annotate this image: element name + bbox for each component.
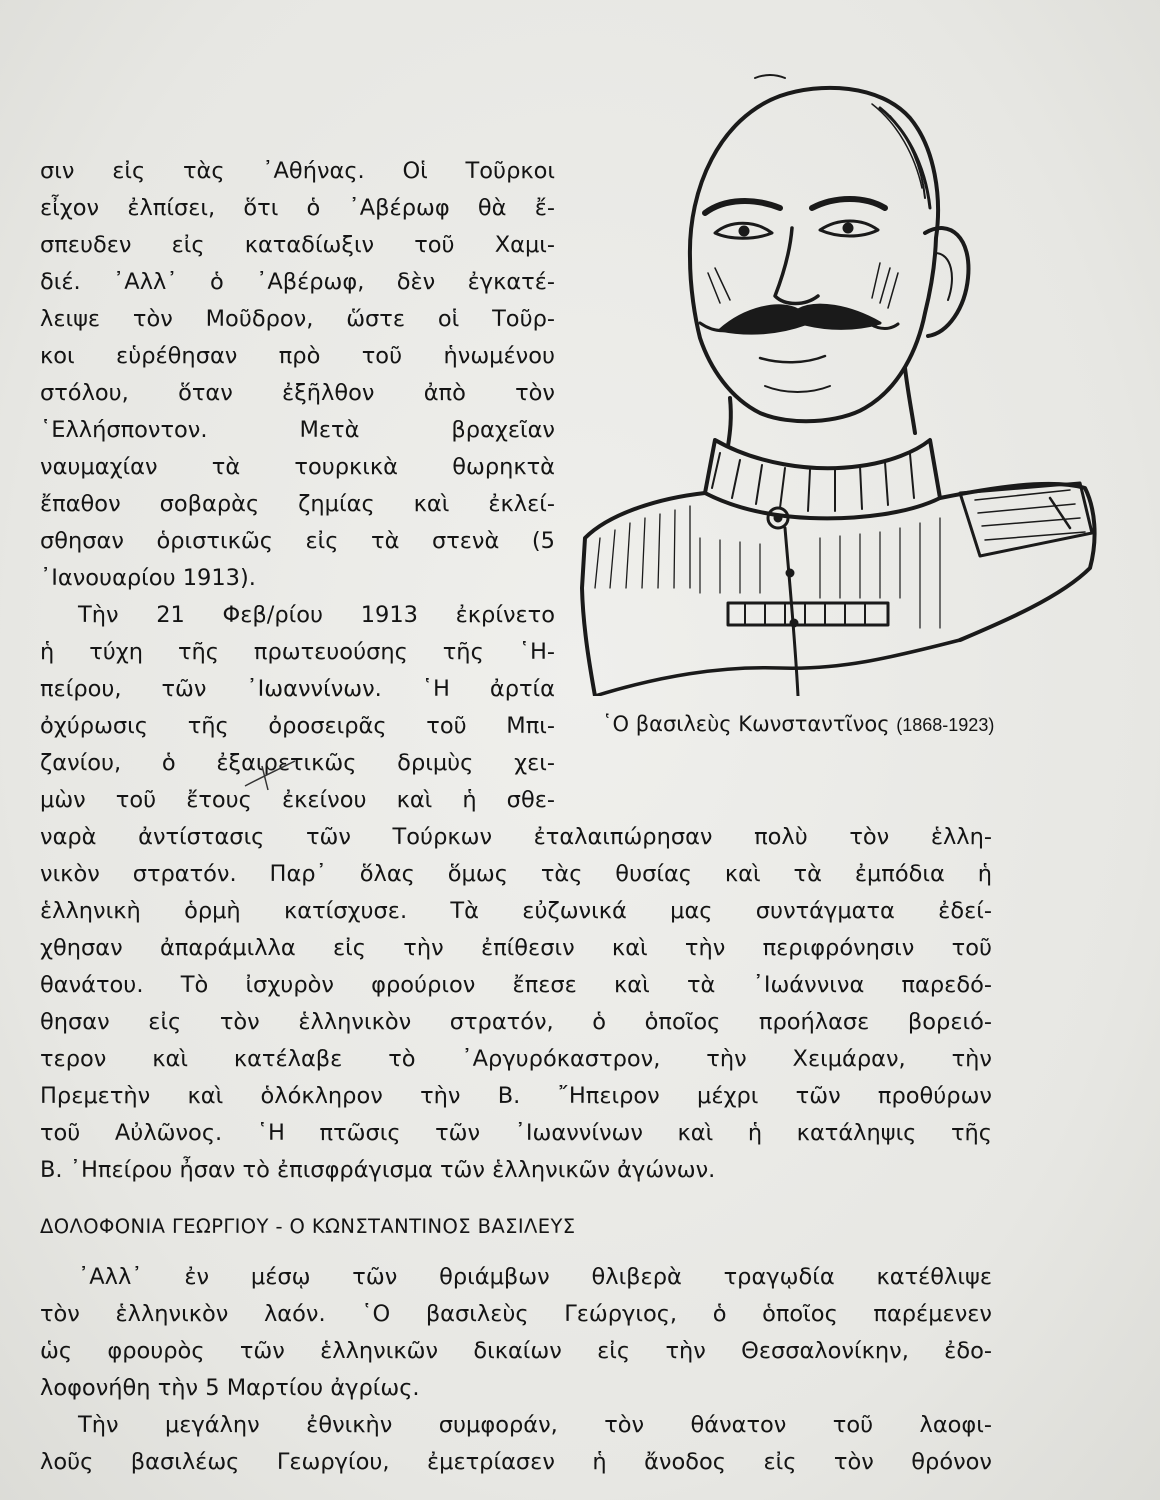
text-line: λοφονήθη τὴν 5 Μαρτίου ἀγρίως.	[40, 1375, 420, 1401]
portrait-illustration	[580, 68, 1105, 696]
text-line: ᾽Αλλ᾽ ἐν μέσῳ τῶν θριάμβων θλιβερὰ τραγῳδία κατέθλιψε	[78, 1264, 992, 1290]
caption-name: ῾Ο βασιλεὺς Κωνσταντῖνος	[602, 712, 890, 736]
caption-years: (1868-1923)	[896, 715, 995, 735]
text-line: νικὸν στρατόν. Παρ᾽ ὅλας ὅμως τὰς θυσίας καὶ τὰ ἐμπόδια ἡ	[40, 861, 992, 887]
text-line: ῾Ελλήσποντον. Μετὰ βραχεῖαν	[40, 417, 555, 443]
text-line: ζανίου, ὁ ἐξαιρετικῶς δριμὺς χει-	[40, 750, 555, 776]
text-line: Τὴν μεγάλην ἐθνικὴν συμφοράν, τὸν θάνατον τοῦ λαοφι-	[78, 1412, 992, 1438]
text-line: τερον καὶ κατέλαβε τὸ ᾽Αργυρόκαστρον, τὴν Χειμάραν, τὴν	[40, 1046, 992, 1072]
portrait-caption	[602, 712, 994, 736]
text-line: ὀχύρωσις τῆς ὀροσειρᾶς τοῦ Μπι-	[40, 713, 555, 739]
text-line: στόλου, ὅταν ἐξῆλθον ἀπὸ τὸν	[40, 380, 555, 406]
text-line: Τὴν 21 Φεβ/ρίου 1913 ἐκρίνετο	[78, 602, 555, 628]
text-line: μὼν τοῦ ἔτους ἐκείνου καὶ ἡ σθε-	[40, 787, 555, 813]
text-line: σπευδεν εἰς καταδίωξιν τοῦ Χαμι-	[40, 232, 555, 258]
text-line: σθησαν ὁριστικῶς εἰς τὰ στενὰ (5	[40, 528, 555, 554]
text-line: διέ. ᾽Αλλ᾽ ὁ ᾽Αβέρωφ, δὲν ἐγκατέ-	[40, 269, 555, 295]
text-line: ὡς φρουρὸς τῶν ἑλληνικῶν δικαίων εἰς τὴν Θεσσαλονίκην, ἐδο-	[40, 1338, 992, 1364]
text-line: ναυμαχίαν τὰ τουρκικὰ θωρηκτὰ	[40, 454, 555, 480]
text-line: λειψε τὸν Μοῦδρον, ὥστε οἱ Τοῦρ-	[40, 306, 555, 332]
text-line: θησαν εἰς τὸν ἑλληνικὸν στρατόν, ὁ ὁποῖος προήλασε βορειό-	[40, 1009, 992, 1035]
text-line: εἶχον ἐλπίσει, ὅτι ὁ ᾽Αβέρωφ θὰ ἔ-	[40, 195, 555, 221]
text-line: τὸν ἑλληνικὸν λαόν. ῾Ο βασιλεὺς Γεώργιος, ὁ ὁποῖος παρέμενεν	[40, 1301, 992, 1327]
text-line: κοι εὑρέθησαν πρὸ τοῦ ἡνωμένου	[40, 343, 555, 369]
text-line: Πρεμετὴν καὶ ὁλόκληρον τὴν Β. ῎Ηπειρον μέχρι τῶν προθύρων	[40, 1083, 992, 1109]
text-line: σιν εἰς τὰς ᾽Αθήνας. Οἱ Τοῦρκοι	[40, 158, 555, 184]
text-line: χθησαν ἀπαράμιλλα εἰς τὴν ἐπίθεσιν καὶ τὴν περιφρόνησιν τοῦ	[40, 935, 992, 961]
text-line: πείρου, τῶν ᾽Ιωαννίνων. ῾Η ἀρτία	[40, 676, 555, 702]
text-line: ἑλληνικὴ ὁρμὴ κατίσχυσε. Τὰ εὐζωνικά μας συντάγματα ἐδεί-	[40, 898, 992, 924]
text-line: Β. ᾽Ηπείρου ἦσαν τὸ ἐπισφράγισμα τῶν ἑλληνικῶν ἀγώνων.	[40, 1157, 716, 1183]
text-line: θανάτου. Τὸ ἰσχυρὸν φρούριον ἔπεσε καὶ τὰ ᾽Ιωάννινα παρεδό-	[40, 972, 992, 998]
section-heading: ΔΟΛΟΦΟΝΙΑ ΓΕΩΡΓΙΟΥ - Ο ΚΩΝΣΤΑΝΤΙΝΟΣ ΒΑΣΙΛΕΥΣ	[40, 1215, 576, 1238]
text-line: ᾽Ιανουαρίου 1913).	[40, 565, 256, 591]
text-line: ναρὰ ἀντίστασις τῶν Τούρκων ἐταλαιπώρησαν πολὺ τὸν ἑλλη-	[40, 824, 992, 850]
text-line: ἡ τύχη τῆς πρωτευούσης τῆς ῾Η-	[40, 639, 555, 665]
pencil-mark	[240, 756, 300, 796]
text-line: τοῦ Αὐλῶνος. ῾Η πτῶσις τῶν ᾽Ιωαννίνων καὶ ἡ κατάληψις τῆς	[40, 1120, 992, 1146]
text-line: ἔπαθον σοβαρὰς ζημίας καὶ ἐκλεί-	[40, 491, 555, 517]
text-line: λοῦς βασιλέως Γεωργίου, ἐμετρίασεν ἡ ἄνοδος εἰς τὸν θρόνον	[40, 1449, 992, 1475]
